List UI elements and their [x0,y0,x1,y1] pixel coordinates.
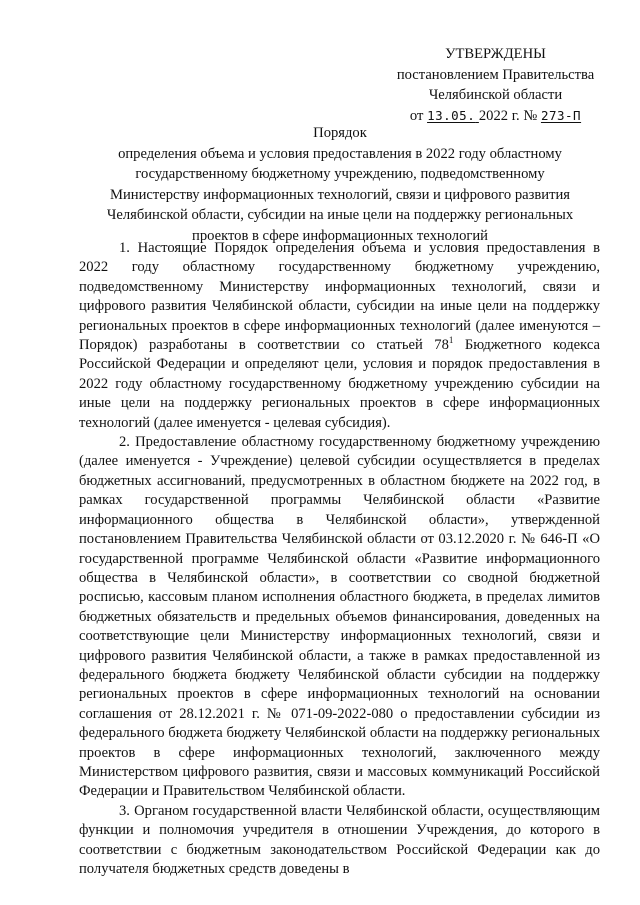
date-value: 13.05. [427,107,476,123]
title-heading: Порядок [313,125,367,141]
paragraph-1-text-cont: Бюджетного кодекса Российской Федерации и определяют цели, условия и порядок предоставления в 2022 году областному государственному бюджетному учреждению субсидии на иные цели на поддержку региональных проектов в сфере информационных технологий (далее именуется - целевая субсидия). [79,337,600,431]
title-line-4: Челябинской области, субсидии на иные цели на поддержку региональных [106,207,574,224]
article-superscript: 1 [448,335,454,346]
title-line-5: проектов в сфере информационных технологий [192,227,488,244]
paragraph-1 [79,239,600,433]
paragraph-3: 3. Органом государственной власти Челябинской области, осуществляющим функции и полномочия учредителя в отношении Учреждения, до которого в соответствии с бюджетным законодательством Российской Федерации как до получателя бюджетных средств доведены в [79,802,600,877]
title-line-1: определения объема и условия предоставления в 2022 году областному [118,145,562,162]
approval-heading: УТВЕРЖДЕНЫ [445,46,546,62]
document-number: 273-П [540,107,582,123]
approval-line-2: Челябинской области [428,87,563,103]
title-line-2: государственному бюджетному учреждению, подведомственному [135,166,545,183]
date-prefix: от [409,107,428,124]
date-field [427,108,479,124]
year-suffix: 2022 г. № [478,107,538,124]
approval-stamp [378,44,613,126]
paragraph-2: 2. Предоставление областному государственному бюджетному учреждению (далее именуется - Учреждение) целевой субсидии осуществляется в пределах бюджетных ассигнований, предусмотренных в областном бюджете на 2022 год, в рамках государственной программы Челябинской области «Развитие информационного общества в Челябинской области», утвержденной постановлением Правительства Челябинской области от 03.12.2020 г. № 646-П «О государственной программе Челябинской области «Развитие информационного общества в Челябинской области», в соответствии со сводной бюджетной росписью, кассовым планом исполнения областного бюджета, в пределах лимитов бюджетных обязательств и предельных объемов финансирования, доведенных на соответствующие цели Министерству информационных технологий, связи и цифрового развития Челябинской области, а также в рамках предоставленной из федерального бюджета бюджету Челябинской области субсидии на поддержку региональных проектов в сфере информационных технологий на основании соглашения от 28.12.2021 г. № 071-09-2022-080 о предоставлении субсидии из федерального бюджета бюджету Челябинской области на поддержку региональных проектов в сфере информационных технологий, заключенного между Министерством цифрового развития, связи и массовых коммуникаций Российской Федерации и Правительством Челябинской области. [79,434,600,800]
document-title [80,123,600,247]
title-line-3: Министерству информационных технологий, связи и цифрового развития [110,186,570,203]
document-body [79,239,600,879]
approval-line-1: постановлением Правительства [396,66,595,83]
paragraph-1-text: 1. Настоящие Порядок определения объема и условия предоставления в 2022 году областному государственному бюджетному учреждению, подведомственному Министерству информационных технологий, связи и цифрового развития Челябинской области, субсидии на иные цели на поддержку региональных проектов в сфере информационных технологий (далее именуются – Порядок) разработаны в соответствии со статьей 78 [79,240,600,354]
